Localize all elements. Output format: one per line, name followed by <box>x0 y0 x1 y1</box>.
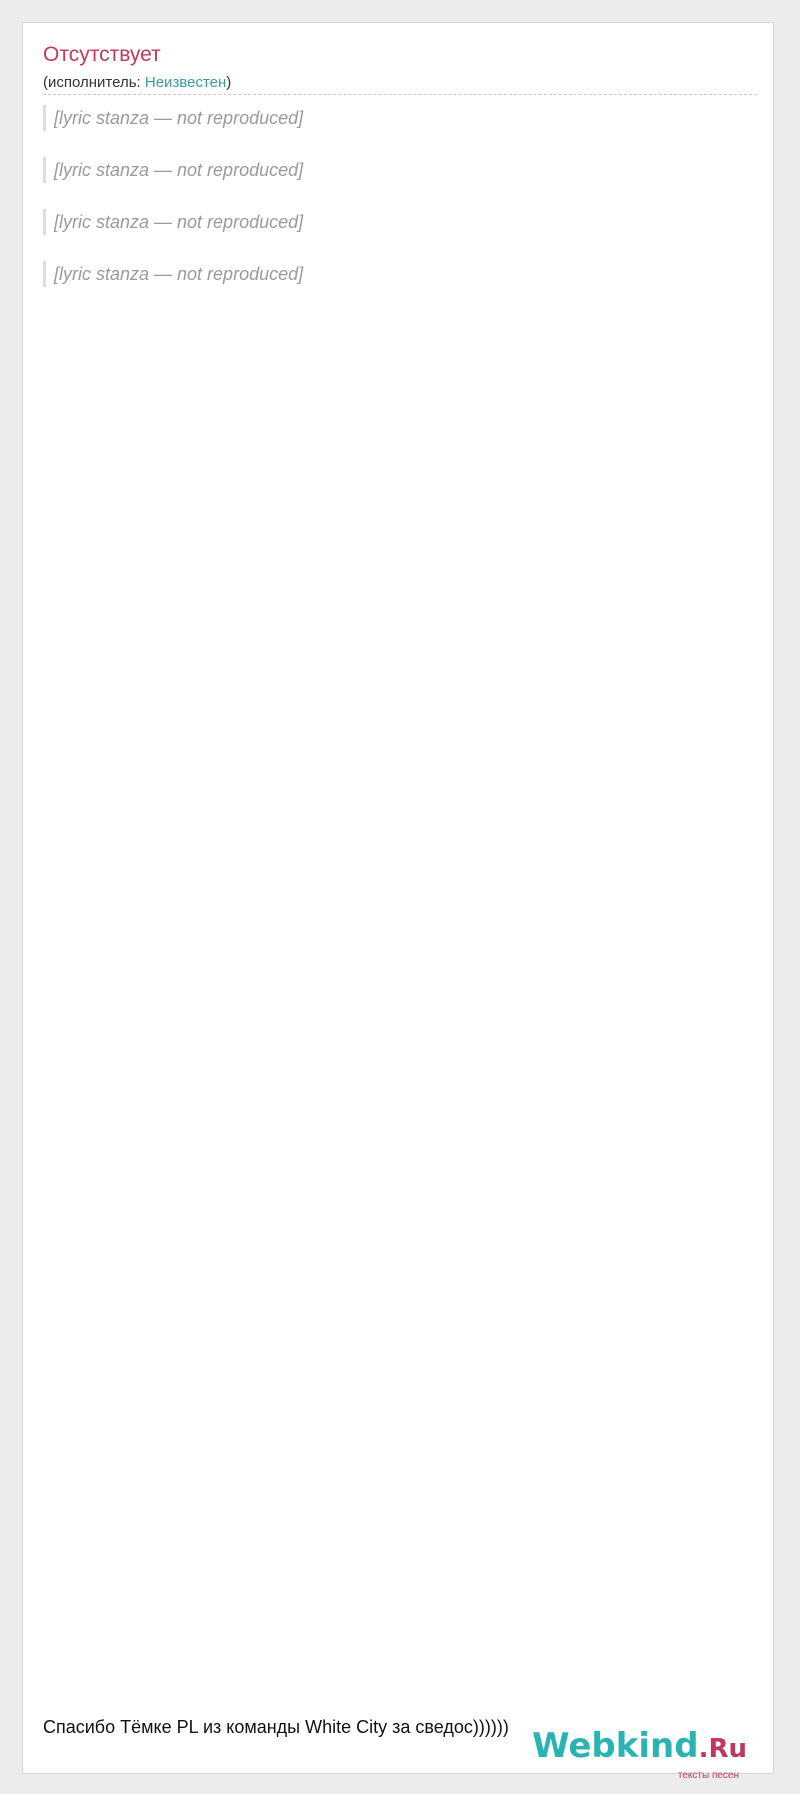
logo-tagline: тексты песен <box>677 1770 739 1781</box>
credits-line: Спасибо Тёмке PL из команды White City за сведос)))))) <box>43 1717 509 1737</box>
lyric-stanza: [lyric stanza — not reproduced] <box>43 157 743 183</box>
logo-name: Webkind <box>532 1726 699 1766</box>
lyric-stanza: [lyric stanza — not reproduced] <box>43 105 743 131</box>
lyric-stanza: [lyric stanza — not reproduced] <box>43 209 743 235</box>
logo-tld: .Ru <box>698 1734 747 1764</box>
byline-prefix: (исполнитель: <box>43 74 145 91</box>
byline-suffix: ) <box>226 74 232 91</box>
lyric-stanza: [lyric stanza — not reproduced] <box>43 261 743 287</box>
artist-byline <box>43 74 231 91</box>
lyrics-card <box>22 22 774 1781</box>
song-title: Отсутствует <box>43 43 161 66</box>
title-divider <box>43 94 757 95</box>
webkind-logo[interactable] <box>532 1726 747 1766</box>
lyrics-body <box>43 105 743 313</box>
artist-link[interactable]: Неизвестен <box>144 74 227 91</box>
